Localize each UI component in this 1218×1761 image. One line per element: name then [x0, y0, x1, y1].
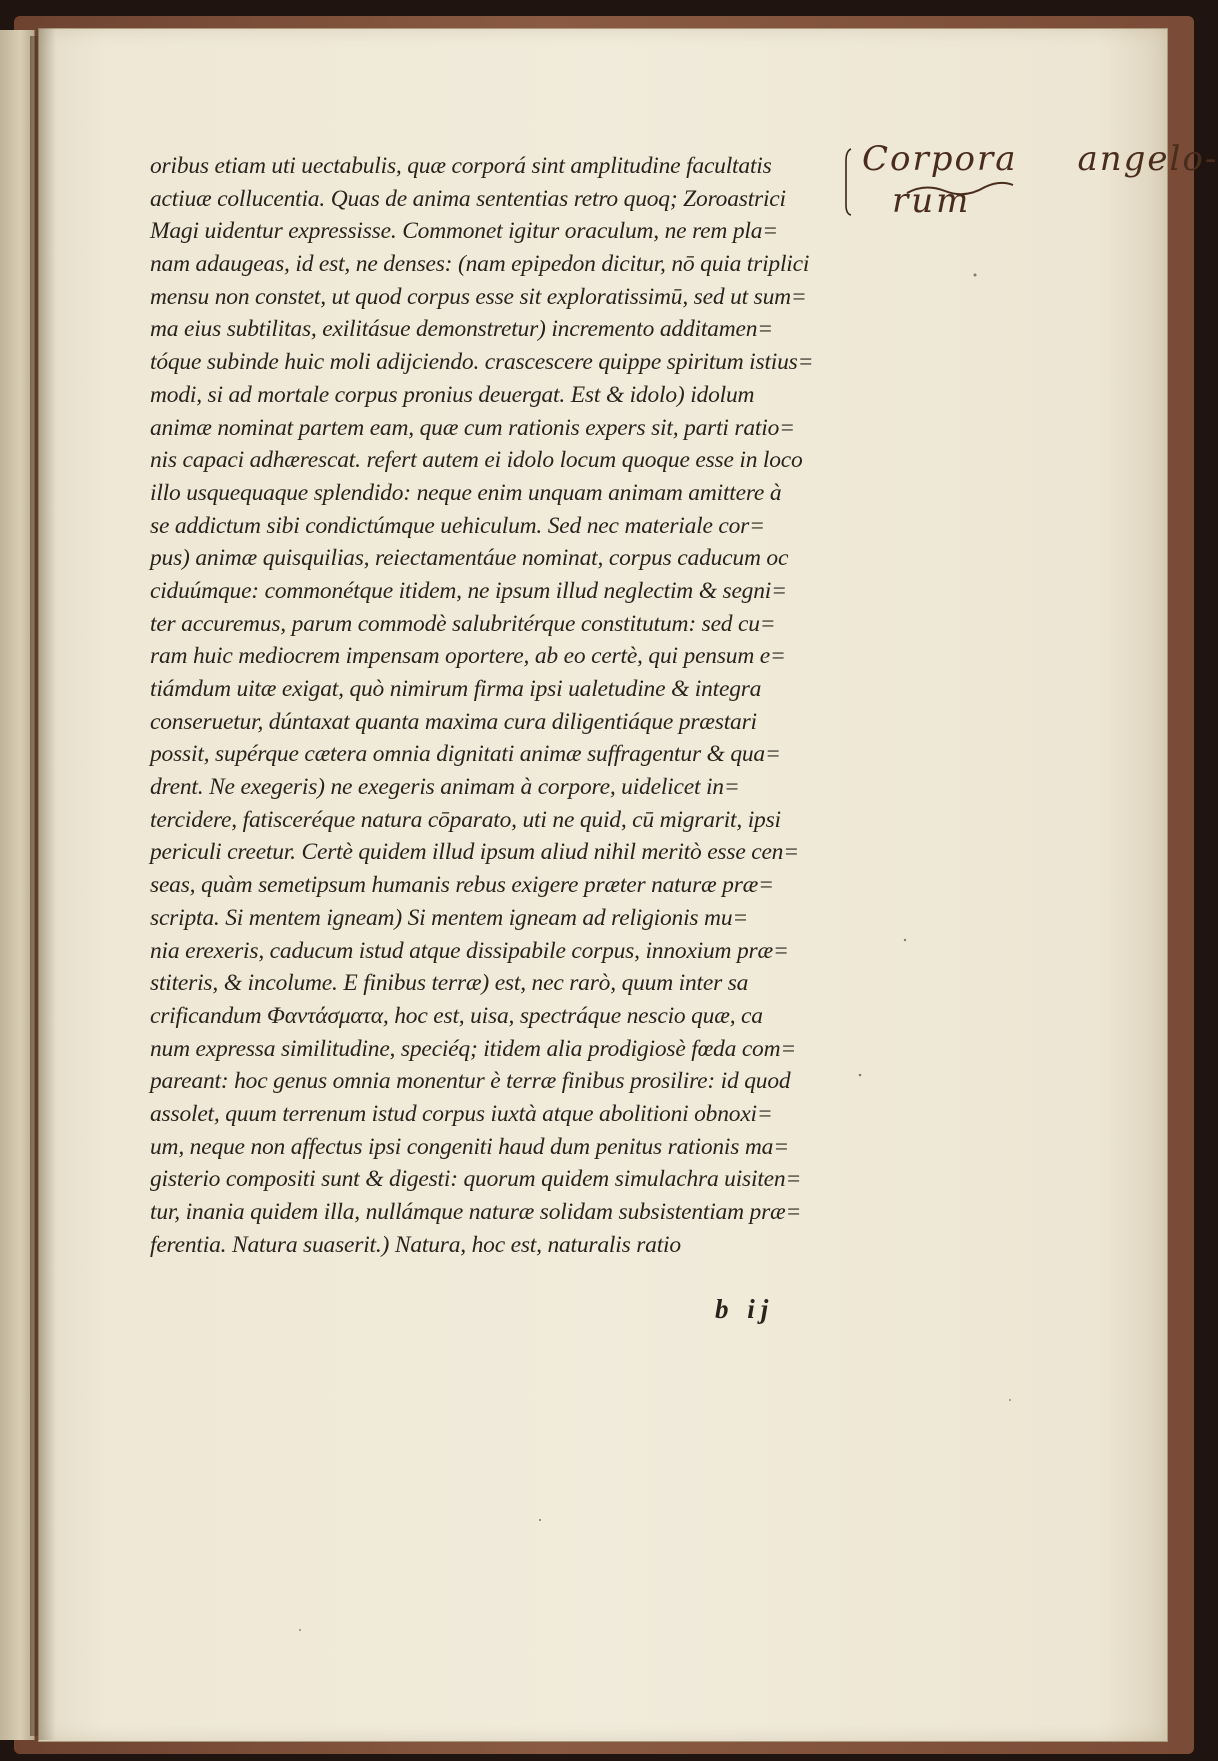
text-line: num expressa similitudine, speciéq; itidem alia prodigiosè fœda com=	[150, 1035, 797, 1062]
text-line: tóque subinde huic moli adijciendo. crascescere quippe spiritum istius=	[150, 349, 814, 376]
text-line: mensu non constet, ut quod corpus esse sit exploratissimū, sed ut sum=	[150, 283, 807, 310]
text-line: tur, inania quidem illa, nullámque naturæ solidam subsistentiam præ=	[150, 1199, 802, 1225]
manuscript-flourish	[905, 175, 1015, 205]
text-line: se addictum sibi condictúmque uehiculum. Sed nec materiale cor=	[150, 512, 765, 539]
text-line: ram huic mediocrem impensam oportere, ab eo certè, qui pensum e=	[150, 643, 786, 670]
text-line: ter accuremus, parum commodè salubritérque constitutum: sed cu=	[150, 610, 776, 637]
printed-text-block	[150, 150, 830, 1261]
text-line: stiteris, & incolume. E finibus terræ) est, nec rarò, quum inter sa	[150, 970, 749, 997]
text-line: oribus etiam uti uectabulis, quæ corporá sint amplitudine facultatis	[150, 153, 772, 179]
text-line: um, neque non affectus ipsi congeniti haud dum penitus rationis ma=	[150, 1133, 789, 1160]
text-line: gisterio compositi sunt & digesti: quorum quidem simulachra uisiten=	[150, 1166, 802, 1193]
text-line: tiámdum uitæ exigat, quò nimirum firma ipsi ualetudine & integra	[150, 676, 762, 702]
text-line: pus) animæ quisquilias, reiectamentáue nominat, corpus caducum oc	[150, 545, 789, 572]
text-line: nis capaci adhærescat. refert autem ei idolo locum quoque esse in loco	[150, 447, 803, 474]
text-line: pareant: hoc genus omnia monentur è terræ finibus prosilire: id quod	[150, 1068, 791, 1095]
margin-bracket	[843, 147, 853, 217]
text-line: drent. Ne exegeris) ne exegeris animam à corpore, uidelicet in=	[150, 774, 740, 801]
text-line: actiuæ collucentia. Quas de anima sententias retro quoq; Zoroastrici	[150, 185, 786, 212]
text-line: modi, si ad mortale corpus pronius deuergat. Est & idolo) idolum	[150, 381, 755, 408]
text-line: animæ nominat partem eam, quæ cum rationis expers sit, parti ratio=	[150, 414, 795, 441]
text-line: periculi creetur. Certè quidem illud ipsum aliud nihil meritò esse cen=	[150, 839, 799, 866]
note-word-rum: rum	[892, 181, 972, 221]
text-line: seas, quàm semetipsum humanis rebus exigere præter naturæ præ=	[150, 872, 774, 899]
text-line: scripta. Si mentem igneam) Si mentem igneam ad religionis mu=	[150, 904, 749, 931]
text-line: crificandum Φαντάσματα, hoc est, uisa, spectráque nescio quæ, ca	[150, 1002, 763, 1029]
text-line: possit, supérque cætera omnia dignitati animæ suffragentur & qua=	[150, 741, 781, 768]
text-line: ferentia. Natura suaserit.) Natura, hoc est, naturalis ratio	[150, 1231, 681, 1258]
note-word-angelo: angelo-	[1077, 139, 1218, 179]
note-word-corpora: Corpora	[862, 139, 1018, 179]
text-line: tercidere, fatisceréque natura cōparato, uti ne quid, cū migrarit, ipsi	[150, 806, 781, 833]
text-line: nia erexeris, caducum istud atque dissipabile corpus, innoxium præ=	[150, 937, 789, 964]
text-line: ciduúmque: commonétque itidem, ne ipsum illud neglectim & segni=	[150, 577, 787, 604]
text-line: conseruetur, dúntaxat quanta maxima cura diligentiáque præstari	[150, 708, 757, 735]
text-line: Magi uidentur expressisse. Commonet igitur oraculum, ne rem pla=	[150, 218, 778, 245]
text-line: assolet, quum terrenum istud corpus iuxtà atque abolitioni obnoxi=	[150, 1100, 773, 1127]
signature-mark: b ij	[715, 1294, 775, 1324]
text-line: illo usquequaque splendido: neque enim unquam animam amittere à	[150, 479, 782, 506]
text-line: nam adaugeas, id est, ne denses: (nam epipedon dicitur, nō quia triplici	[150, 251, 810, 278]
gutter-shadow	[38, 28, 56, 1740]
text-line: ma eius subtilitas, exilitásue demonstretur) incremento additamen=	[150, 316, 773, 343]
